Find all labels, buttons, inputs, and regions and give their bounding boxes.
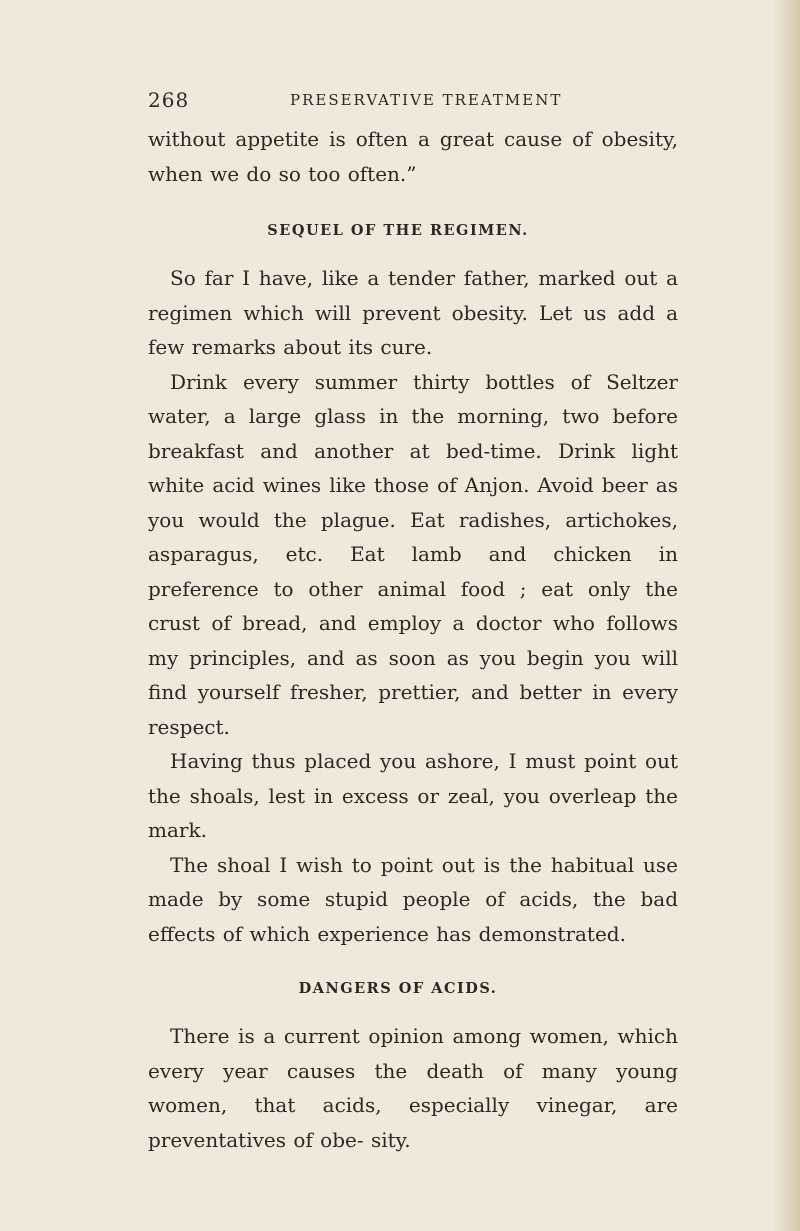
paragraph-ashore: Having thus placed you ashore, I must point out the shoals, lest in excess or zeal, you overleap the mark.	[148, 749, 678, 842]
paragraph-drink: Drink every summer thirty bottles of Seltzer water, a large glass in the morning, two before breakfast and another at bed-time. Drink light white acid wines like those of Anjon. Avoid beer as you would the plague. Eat radishes, artichokes, asparagus, etc. Eat lamb and chicken in preference to other animal food ; eat only the crust of bread, and employ a doctor who follows my principles, and as soon as you begin you will find yourself fresher, prettier, and better in every respect.	[148, 369, 678, 739]
paragraph-shoal: The shoal I wish to point out is the habitual use made by some stupid people of acids, the bad effects of which experience has demonstrated.	[148, 852, 678, 946]
paragraph-acids: There is a current opinion among women, which every year causes the death of many young women, that acids, especially vinegar, are preventatives of obe- sity.	[148, 1024, 678, 1152]
paragraph-regimen: So far I have, like a tender father, marked out a regimen which will prevent obesity. Let us add a few remarks about its cure.	[148, 266, 678, 359]
continuation-paragraph: without appetite is often a great cause of obesity, when we do so too often.”	[148, 127, 678, 186]
page-edge-shadow	[772, 0, 800, 1231]
running-title: PRESERVATIVE TREATMENT	[290, 91, 563, 109]
book-page	[148, 88, 678, 1157]
section-heading-sequel: SEQUEL OF THE REGIMEN.	[267, 222, 529, 239]
running-head	[148, 88, 678, 122]
page-number: 268	[148, 88, 190, 112]
section-heading-dangers: DANGERS OF ACIDS.	[298, 980, 498, 997]
